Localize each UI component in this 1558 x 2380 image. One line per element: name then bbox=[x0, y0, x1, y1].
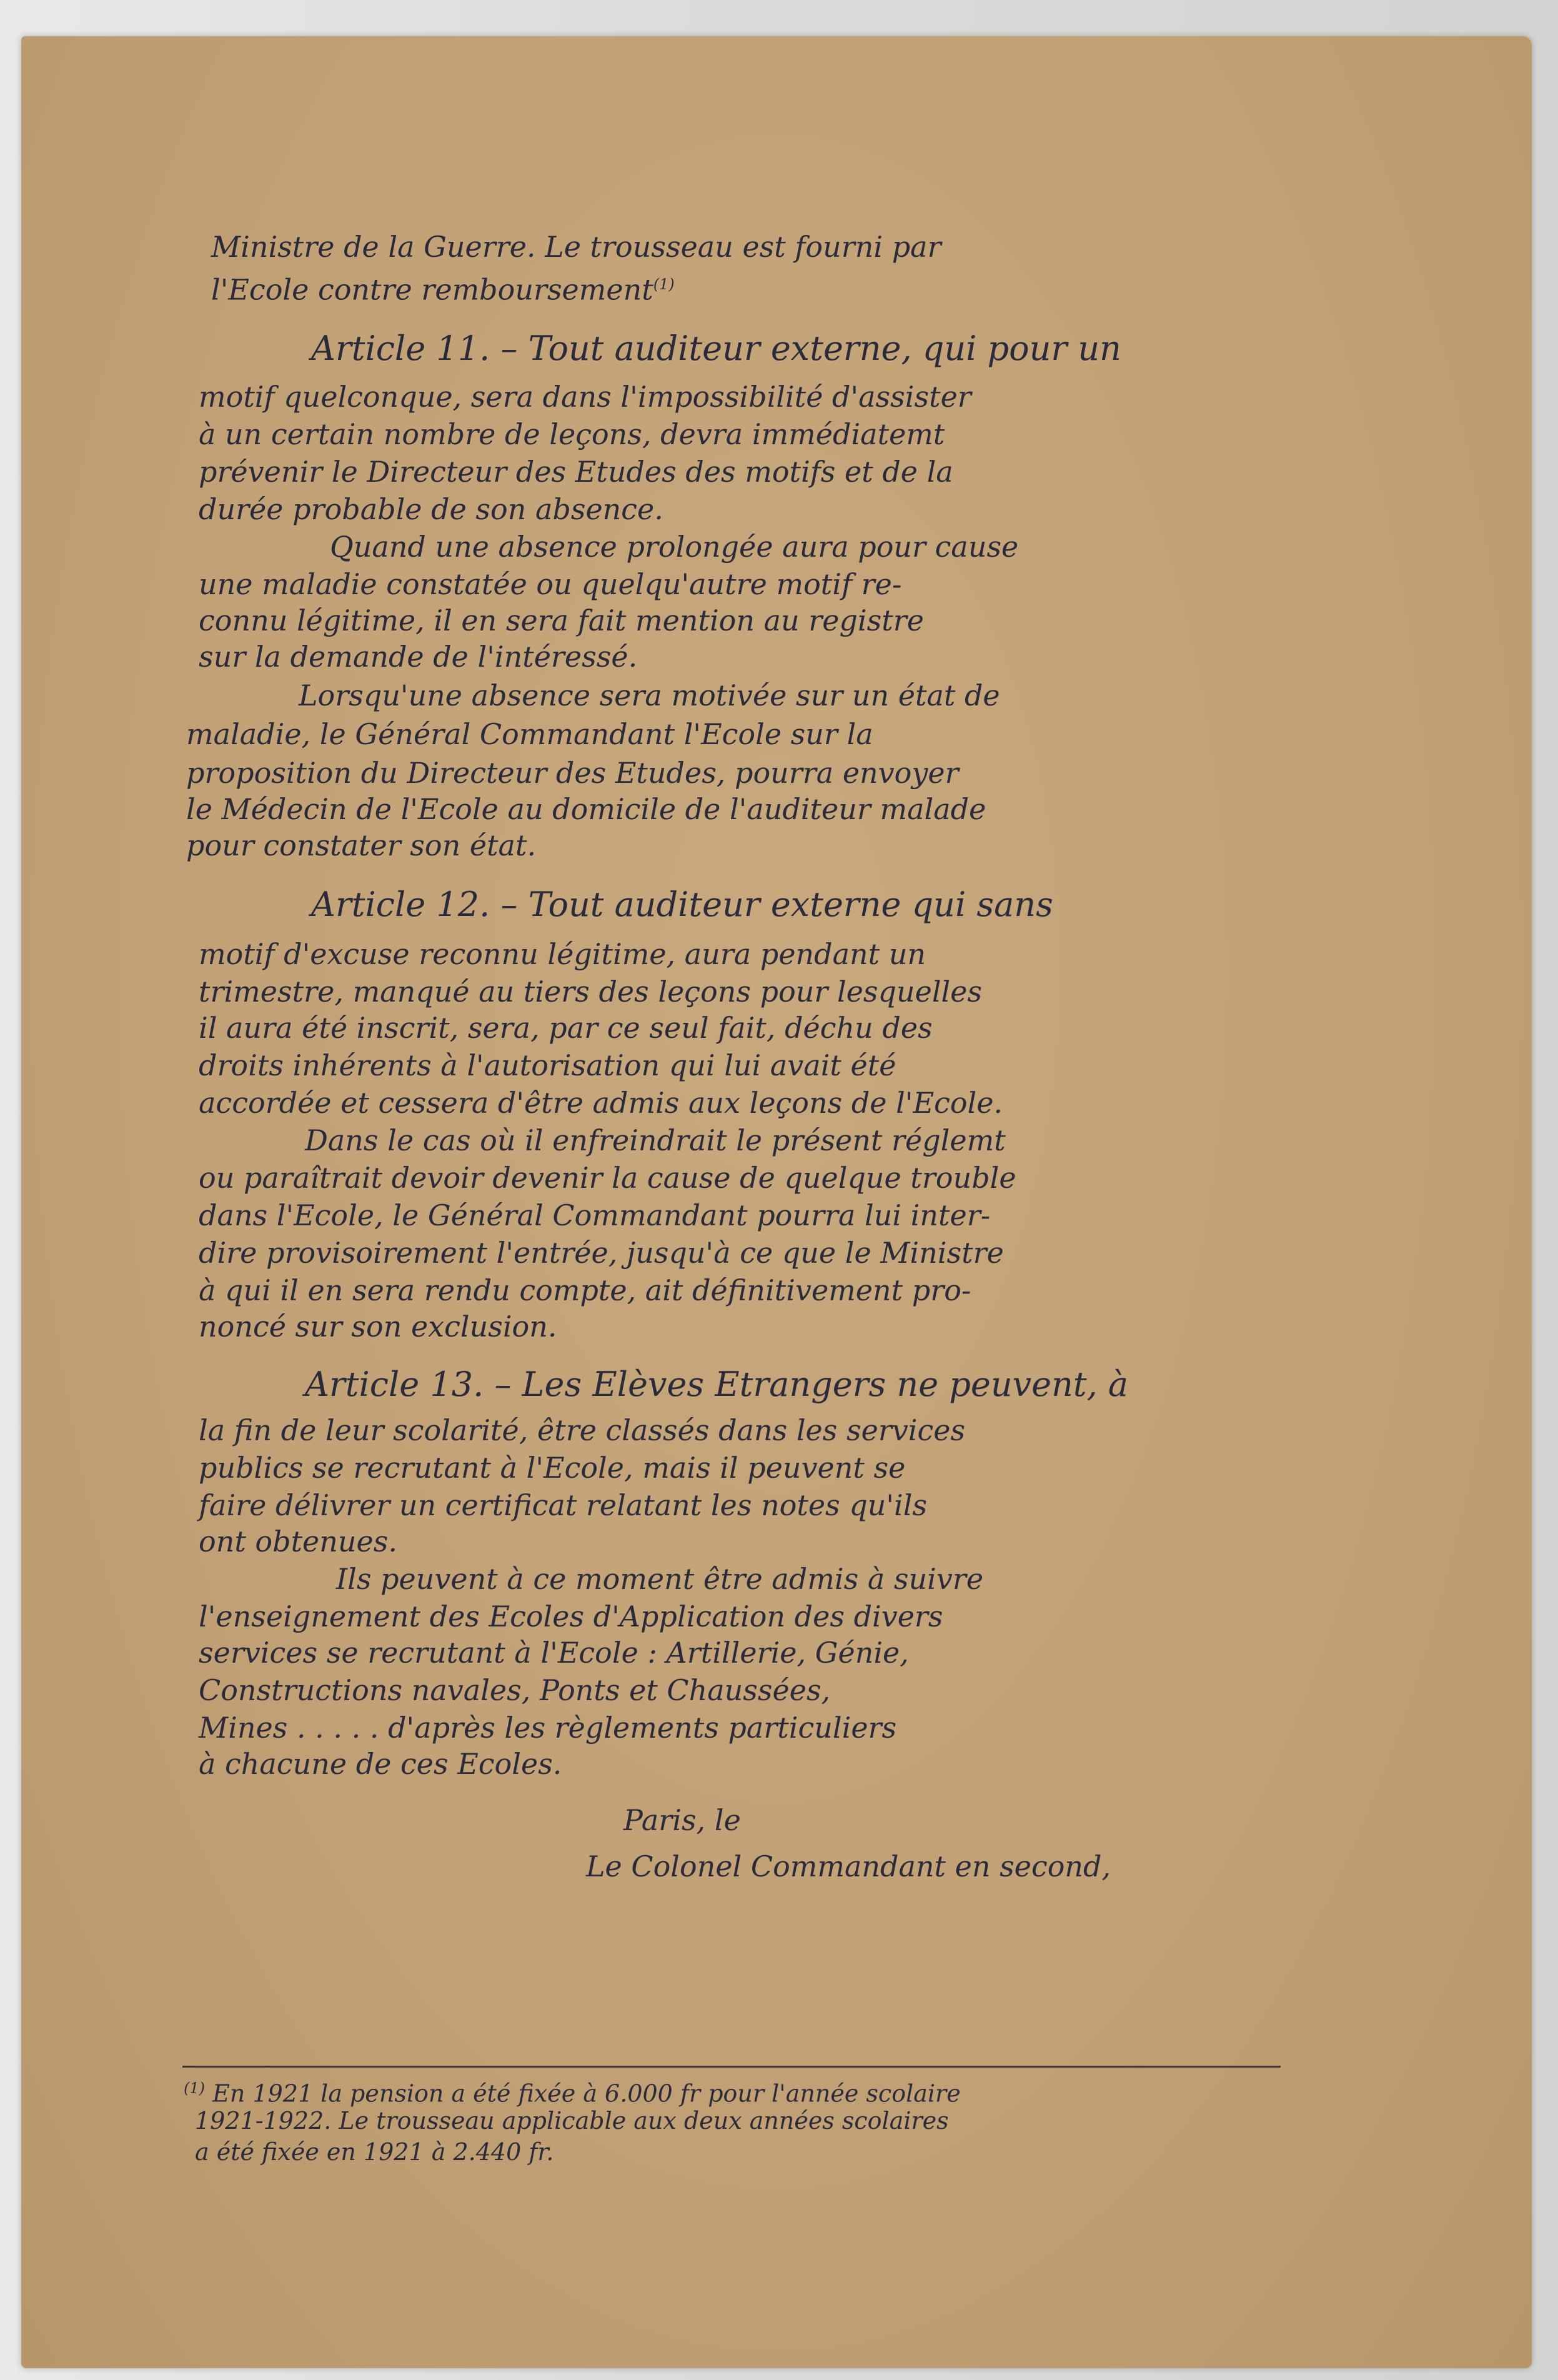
text-line: Quand une absence prolongée aura pour cause bbox=[330, 530, 1019, 564]
text-line: noncé sur son exclusion. bbox=[199, 1310, 557, 1343]
footnote-line: 1921-1922. Le trousseau applicable aux deux années scolaires bbox=[195, 2107, 949, 2134]
text-line: prévenir le Directeur des Etudes des motifs et de la bbox=[199, 455, 953, 489]
text-line: connu légitime, il en sera fait mention au registre bbox=[199, 604, 924, 637]
text-line: dans l'Ecole, le Général Commandant pourra lui inter- bbox=[199, 1198, 991, 1232]
text-line: droits inhérents à l'autorisation qui lui avait été bbox=[199, 1048, 896, 1082]
text-line: sur la demande de l'intéressé. bbox=[199, 640, 638, 674]
text-line: trimestre, manqué au tiers des leçons pour lesquelles bbox=[199, 975, 983, 1008]
text-line: Ministre de la Guerre. Le trousseau est fourni par bbox=[211, 230, 941, 264]
signature-place-date: Paris, le bbox=[623, 1803, 741, 1837]
text-line: services se recrutant à l'Ecole : Artillerie, Génie, bbox=[199, 1636, 909, 1670]
text-line: à qui il en sera rendu compte, ait définitivement pro- bbox=[199, 1273, 971, 1307]
text-line-content: l'Ecole contre remboursement bbox=[211, 272, 653, 307]
footnote-marker: (1) bbox=[184, 2079, 205, 2097]
text-line: Constructions navales, Ponts et Chaussées, bbox=[199, 1673, 831, 1707]
text-line: ont obtenues. bbox=[199, 1525, 397, 1558]
footnote-reference: (1) bbox=[653, 276, 675, 293]
article-12-heading: Article 12. – Tout auditeur externe qui sans bbox=[311, 885, 1053, 924]
text-line: ou paraîtrait devoir devenir la cause de quelque trouble bbox=[199, 1161, 1016, 1195]
text-line: publics se recrutant à l'Ecole, mais il peuvent se bbox=[199, 1451, 906, 1485]
text-line: à un certain nombre de leçons, devra immédiatemt bbox=[199, 417, 945, 451]
footnote-rule bbox=[182, 2066, 1281, 2068]
text-line: dire provisoirement l'entrée, jusqu'à ce que le Ministre bbox=[199, 1236, 1004, 1270]
text-line: pour constater son état. bbox=[186, 829, 537, 862]
footnote-text: En 1921 la pension a été fixée à 6.000 fr pour l'année scolaire bbox=[212, 2079, 961, 2108]
text-line: Lorsqu'une absence sera motivée sur un état de bbox=[299, 679, 1000, 712]
text-line: il aura été inscrit, sera, par ce seul fait, déchu des bbox=[199, 1011, 933, 1045]
text-line: accordée et cessera d'être admis aux leçons de l'Ecole. bbox=[199, 1086, 1003, 1120]
text-line bbox=[211, 267, 675, 307]
footnote-line: a été fixée en 1921 à 2.440 fr. bbox=[195, 2138, 554, 2166]
text-line: la fin de leur scolarité, être classés dans les services bbox=[199, 1413, 966, 1447]
text-line: proposition du Directeur des Etudes, pourra envoyer bbox=[186, 756, 959, 790]
text-line: Mines . . . . . d'après les règlements particuliers bbox=[199, 1711, 897, 1745]
article-11-heading: Article 11. – Tout auditeur externe, qui pour un bbox=[311, 329, 1121, 368]
text-line: une maladie constatée ou quelqu'autre motif re- bbox=[199, 567, 902, 601]
footnote-line bbox=[184, 2074, 961, 2108]
article-13-heading: Article 13. – Les Elèves Etrangers ne peuvent, à bbox=[305, 1365, 1129, 1404]
text-line: Ils peuvent à ce moment être admis à suivre bbox=[336, 1562, 984, 1596]
text-line: motif quelconque, sera dans l'impossibilité d'assister bbox=[199, 380, 971, 414]
text-line: durée probable de son absence. bbox=[199, 492, 663, 526]
text-line: l'enseignement des Ecoles d'Application des divers bbox=[199, 1600, 943, 1633]
text-line: à chacune de ces Ecoles. bbox=[199, 1747, 562, 1781]
signature-title: Le Colonel Commandant en second, bbox=[586, 1850, 1111, 1883]
text-line: Dans le cas où il enfreindrait le présent réglemt bbox=[305, 1123, 1006, 1157]
text-line: motif d'excuse reconnu légitime, aura pendant un bbox=[199, 937, 926, 971]
text-line: faire délivrer un certificat relatant les notes qu'ils bbox=[199, 1488, 928, 1522]
text-line: le Médecin de l'Ecole au domicile de l'auditeur malade bbox=[186, 792, 986, 826]
text-line: maladie, le Général Commandant l'Ecole sur la bbox=[186, 717, 873, 751]
